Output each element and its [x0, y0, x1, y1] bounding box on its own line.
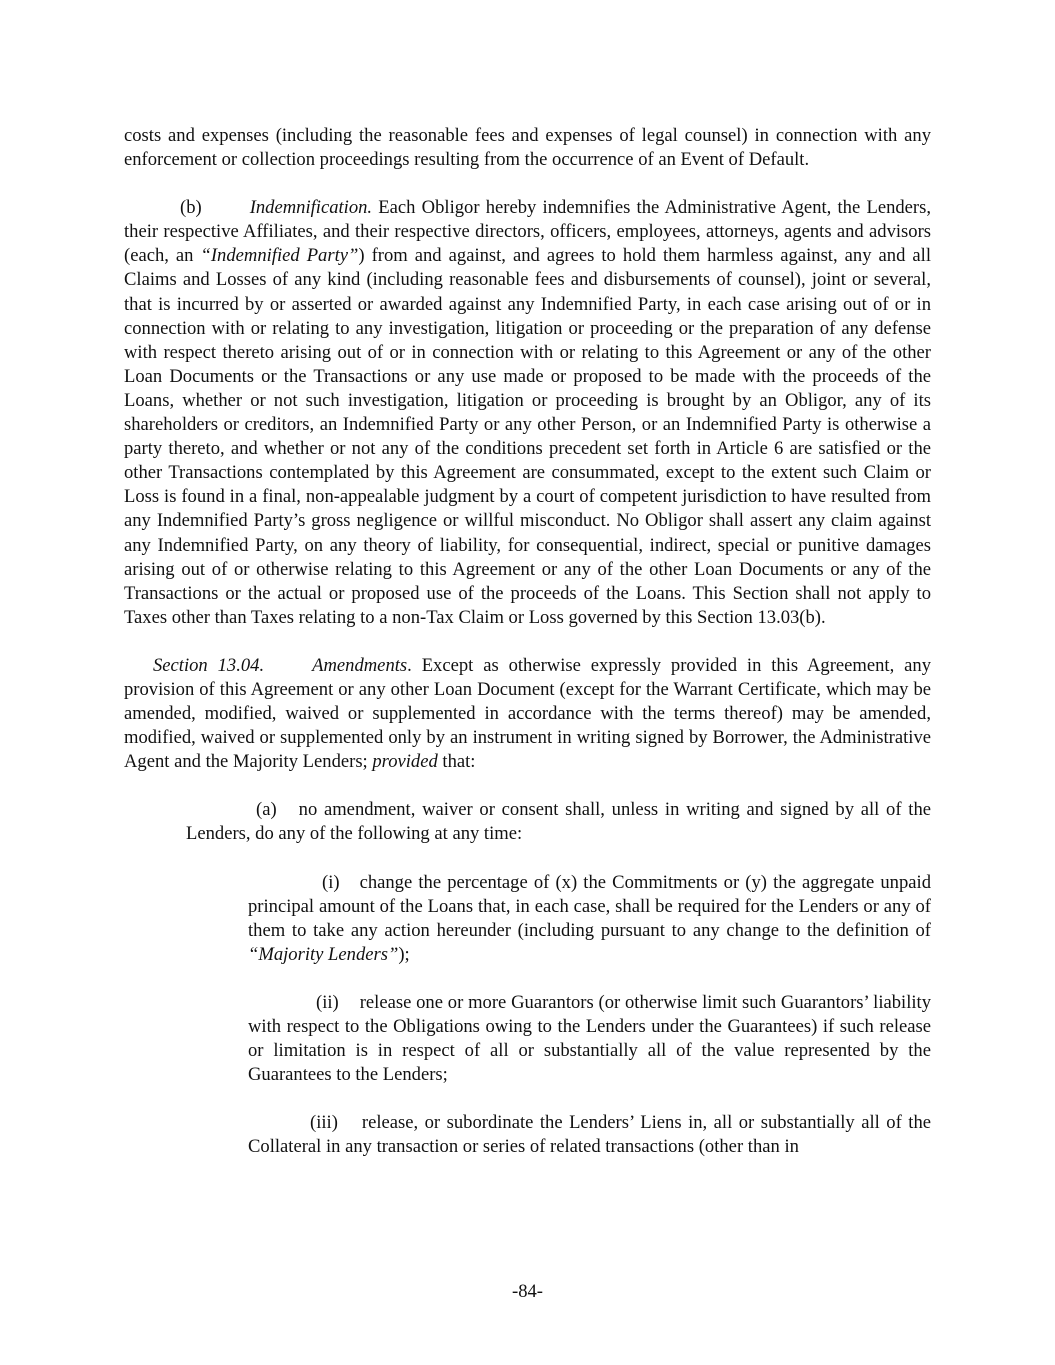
marker-ii: (ii) — [316, 991, 339, 1013]
marker-iii: (iii) — [310, 1112, 338, 1134]
document-page — [124, 124, 931, 1159]
paragraph-continuation: costs and expenses (including the reasonable fees and expenses of legal counsel) in connection with any enforcement or collection proceedings resulting from the occurrence of an Event of Default. — [124, 125, 931, 171]
marker-a: (a) — [256, 799, 277, 821]
section-13-04: Section 13.04. Amendments. Except as otherwise expressly provided in this Agreement, any provision of this Agreement or any other Loan Document (except for the Warrant Certificate, which may be amended, modified, waived or supplemented in accordance with the terms thereof) may be amended, modified, waived or supplemented only by an instrument in writing signed by Borrower, the Administrative Agent and the Majority Lenders; provided that: — [124, 654, 931, 773]
clause-a: (a) no amendment, waiver or consent shall, unless in writing and signed by all of the Lenders, do any of the following at any time: — [186, 799, 931, 845]
section-title: Amendments — [312, 654, 408, 676]
heading-indemnification: Indemnification. — [249, 197, 373, 219]
term-indemnified-party: “Indemnified Party” — [200, 245, 359, 267]
clause-iii: (iii) release, or subordinate the Lenders’ Liens in, all or substantially all of the Collateral in any transaction or series of related transactions (other than in — [248, 1112, 931, 1158]
section-number: Section 13.04. — [153, 654, 265, 676]
paragraph-b-indemnification: (b) Indemnification. Each Obligor hereby indemnifies the Administrative Agent, the Lenders, their respective Affiliates, and their respective directors, officers, employees, attorneys, agents and advisors (each, an “Indemnified Party”) from and against, and agrees to hold them harmless against, any and all Claims and Losses of any kind (including reasonable fees and disbursements of counsel), joint or several, that is incurred by or asserted or awarded against any Indemnified Party, in each case arising out of or in connection with or relating to any investigation, litigation or proceeding or the preparation of any defense with respect thereto arising out of or in connection with or relating to this Agreement or any of the other Loan Documents or the Transactions or any use made or proposed to be made with the proceeds of the Loans, whether or not such investigation, litigation or proceeding is brought by an Obligor, any of its shareholders or creditors, an Indemnified Party or any other Person, or an Indemnified Party is otherwise a party thereto, and whether or not any of the conditions precedent set forth in Article 6 are satisfied or the other Transactions contemplated by this Agreement are consummated, except to the extent such Claim or Loss is found in a final, non-appealable judgment by a court of competent jurisdiction to have resulted from any Indemnified Party’s gross negligence or willful misconduct. No Obligor shall assert any claim against any Indemnified Party, on any theory of liability, for consequential, indirect, special or punitive damages arising out of or otherwise relating to this Agreement or any of the other Loan Documents or any of the Transactions or the actual or proposed use of the proceeds of the Loans. This Section shall not apply to Taxes other than Taxes relating to a non-Tax Claim or Loss governed by this Section 13.03(b). — [124, 197, 931, 628]
clause-i: (i) change the percentage of (x) the Commitments or (y) the aggregate unpaid principal amount of the Loans that, in each case, shall be required for the Lenders or any of them to take any action hereunder (including pursuant to any change to the definition of “Majority Lenders”); — [248, 871, 931, 965]
marker-i: (i) — [322, 871, 340, 893]
page-number: -84- — [512, 1281, 543, 1302]
clause-ii: (ii) release one or more Guarantors (or otherwise limit such Guarantors’ liability with respect to the Obligations owing to the Lenders under the Guarantees) if such release or limitation is in respect of all or substantially all of the value represented by the Guarantees to the Lenders; — [248, 991, 931, 1086]
term-majority-lenders: “Majority Lenders” — [248, 943, 399, 965]
marker-b: (b) — [180, 197, 202, 219]
provided-term: provided — [372, 751, 438, 773]
